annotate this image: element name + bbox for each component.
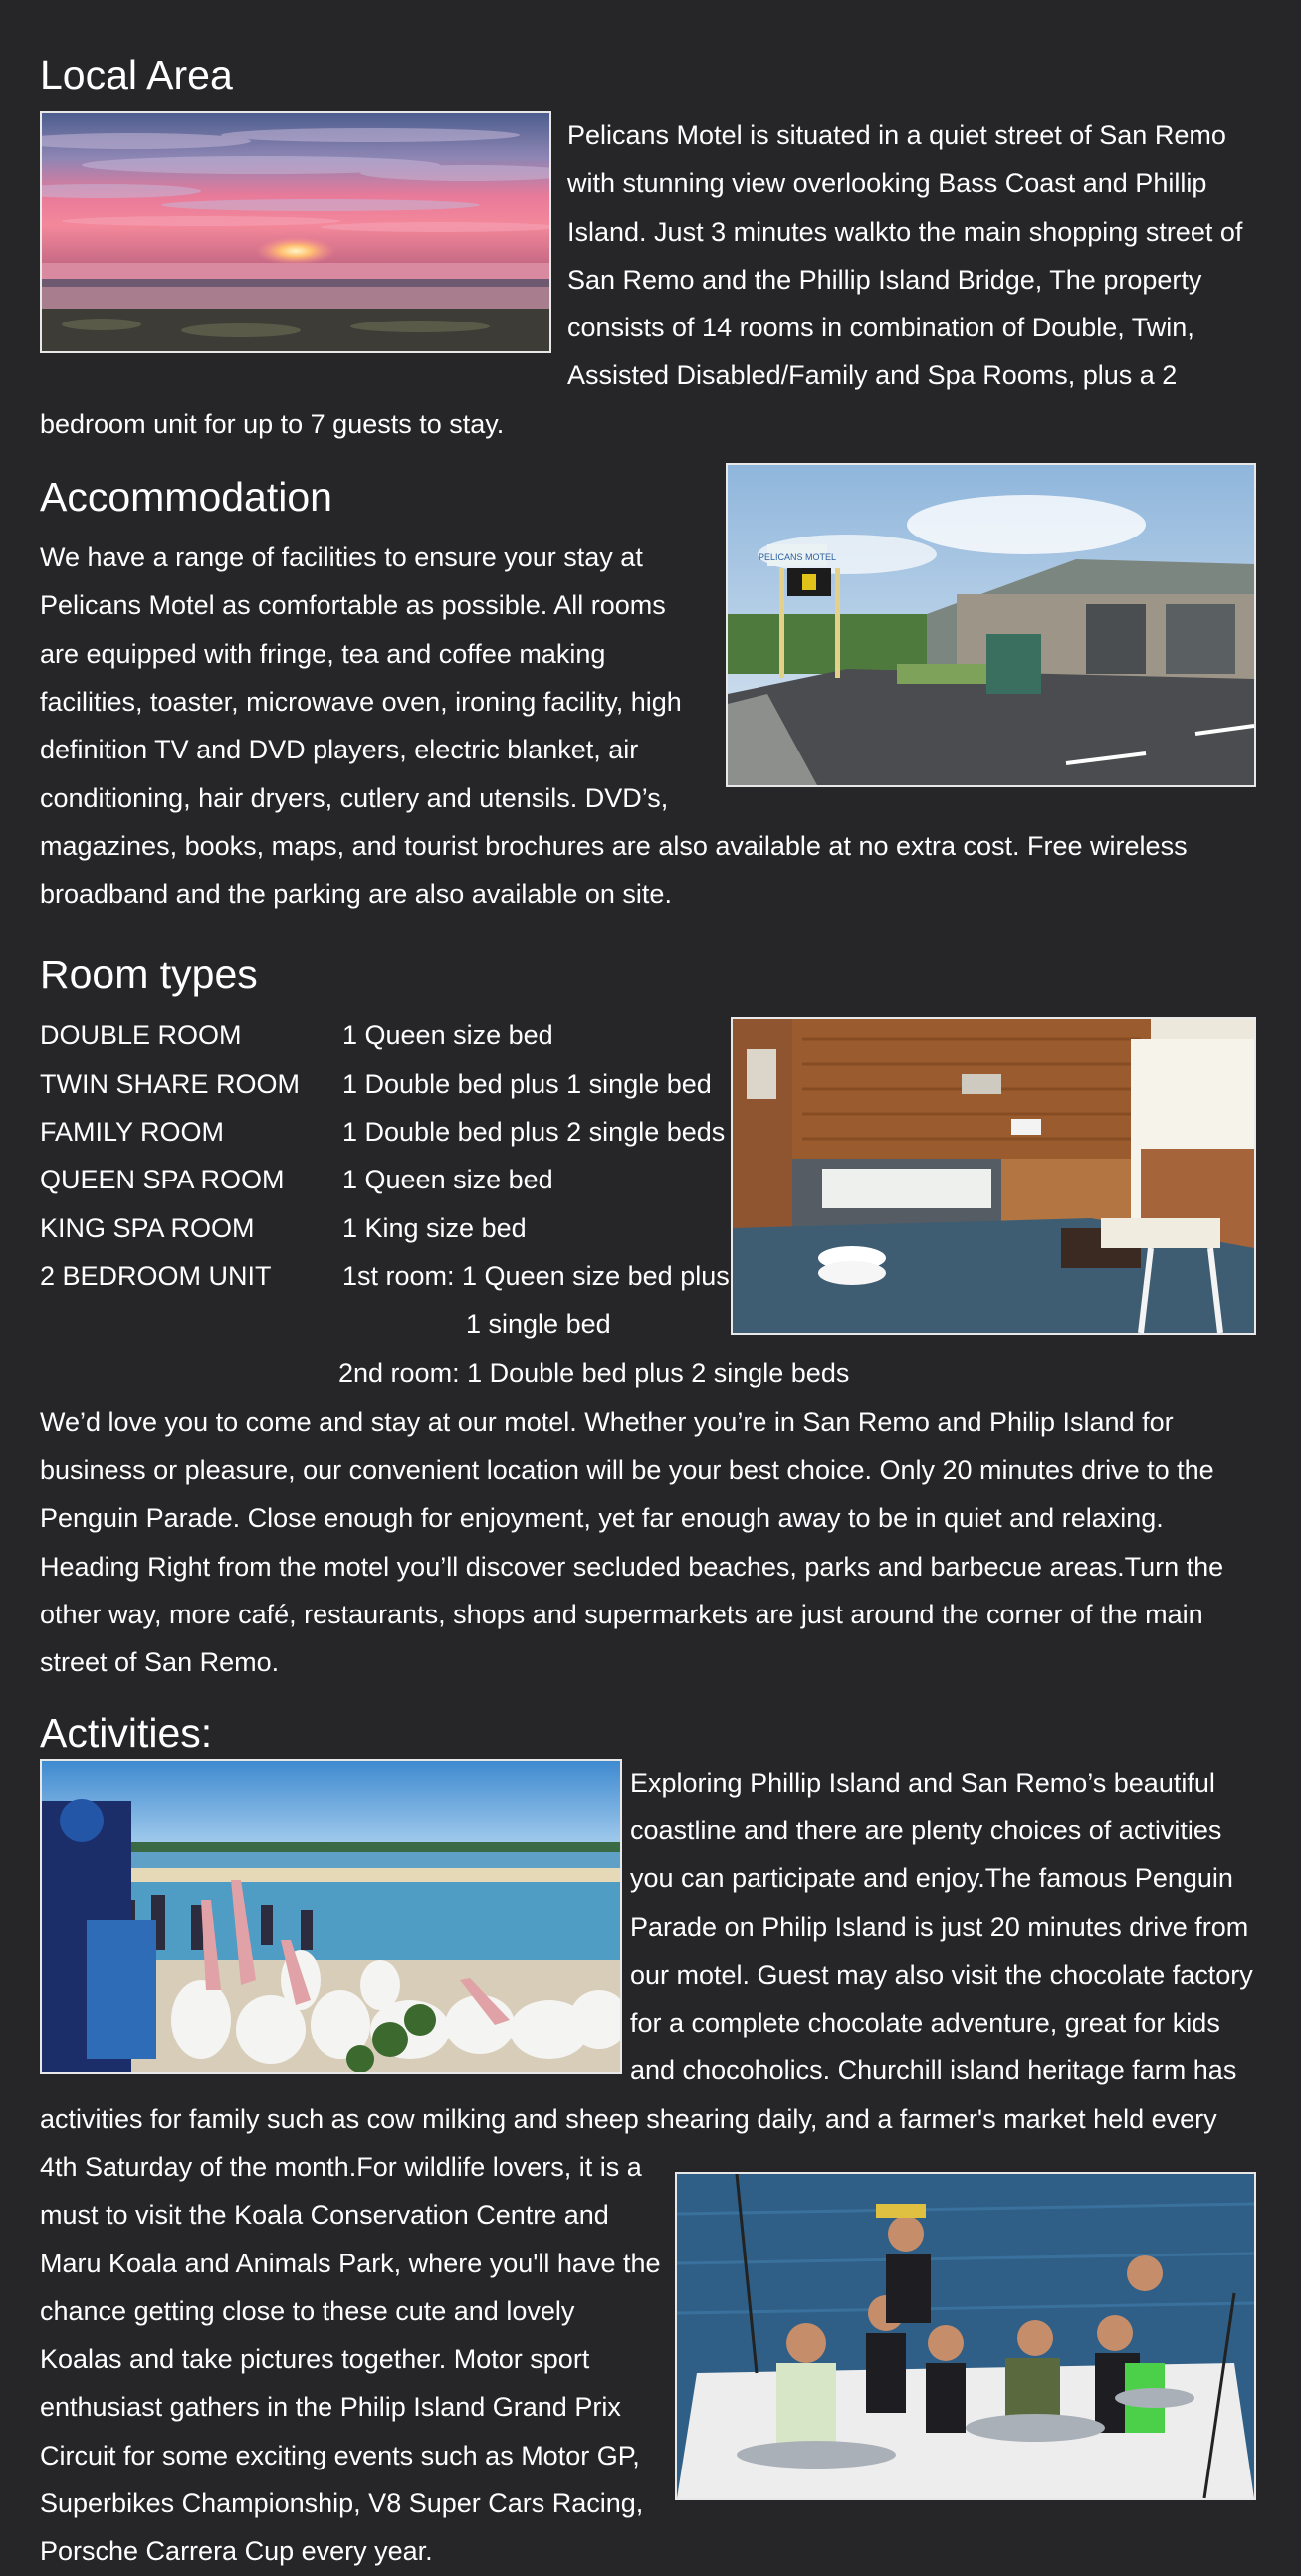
room-type-row — [40, 1204, 715, 1252]
room-type-name: 2 BEDROOM UNIT — [40, 1260, 272, 1291]
accommodation-section — [40, 460, 1256, 918]
room-type-name: DOUBLE ROOM — [40, 1020, 242, 1051]
room-type-name: KING SPA ROOM — [40, 1212, 255, 1243]
room-type-name: TWIN SHARE ROOM — [40, 1068, 300, 1099]
activities-heading: Activities: — [40, 1709, 213, 1756]
room-type-beds: 1 King size bed — [342, 1212, 527, 1243]
room-type-beds: 1 Queen size bed — [342, 1165, 553, 1195]
local-area-heading: Local Area — [40, 52, 233, 98]
room-type-beds: 1 Double bed plus 2 single beds — [342, 1117, 726, 1148]
accommodation-text: We have a range of facilities to ensure your stay at Pelicans Motel as comfortable as possible. All rooms are equipped with fringe, tea and coffee making facilities, toaster, microwave oven, ironing facility, high definition TV and DVD players, electric blanket, air conditioning, hair dryers, cutlery and utensils. DVD’s, magazines, books, maps, and tourist brochures are also available at no extra cost. Free wireless broadband and the parking are also available on site. — [40, 542, 1188, 910]
room-type-name: QUEEN SPA ROOM — [40, 1165, 285, 1195]
accommodation-heading: Accommodation — [40, 474, 332, 521]
room-type-row — [40, 1060, 715, 1108]
room-type-row — [40, 1108, 726, 1156]
svg-text:PELICANS MOTEL: PELICANS MOTEL — [758, 552, 837, 563]
spa-room-photo — [731, 1017, 1256, 1335]
unit-second-room: 2nd room: 1 Double bed plus 2 single beds — [338, 1357, 850, 1388]
room-type-name: FAMILY ROOM — [40, 1117, 225, 1148]
activities-text: Exploring Phillip Island and San Remo’s beautiful coastline and there are plenty choices of activities you can participate and enjoy.The famous Penguin Parade on Philip Island is just 20 minutes drive from our motel. Guest may also visit the chocolate factory for a complete chocolate adventure, great for kids and chocoholics. Churchill island heritage farm has activities for family such as cow milking and sheep shearing daily, and a farmer's market held every 4th Saturday of the month.For wildlife lovers, it is a must to visit the Koala Conservation Centre and Maru Koala and Animals Park, where you'll have the chance getting close to these cute and lovely Koalas and take pictures together. Motor sport enthusiast gathers in the Philip Island Grand Prix Circuit for some exciting events such as Motor GP, Superbikes Championship, V8 Super Cars Racing, Porsche Carrera Cup every year. — [40, 1759, 1256, 2576]
room-type-row — [40, 1156, 715, 1203]
room-type-row — [40, 1252, 730, 1300]
room-type-row — [40, 1011, 715, 1059]
room-types-heading: Room types — [40, 952, 258, 998]
fishing-trip-photo — [675, 2172, 1256, 2500]
page-content — [40, 38, 1256, 2576]
local-area-text: Pelicans Motel is situated in a quiet street of San Remo with stunning view overlooking Bass Coast and Phillip Island. Just 3 minutes walkto the main shopping street of San Remo and the Phillip Island Bridge, The property consists of 14 rooms in combination of Double, Twin, Assisted Disabled/Family and Spa Rooms, plus a 2 bedroom unit for up to 7 guests to stay. — [40, 120, 1243, 439]
room-type-beds: 1 Queen size bed — [342, 1020, 553, 1051]
sunset-photo — [40, 111, 551, 353]
local-area-section — [40, 38, 1256, 448]
motel-exterior-photo — [726, 463, 1256, 787]
unit-first-room-continued: 1 single bed — [466, 1309, 611, 1340]
room-type-beds: 1 Double bed plus 1 single bed — [342, 1068, 712, 1099]
room-type-beds: 1st room: 1 Queen size bed plus — [342, 1260, 730, 1291]
activities-section — [40, 1707, 1256, 2576]
pelicans-photo — [40, 1759, 622, 2074]
room-types-text: We’d love you to come and stay at our motel. Whether you’re in San Remo and Philip Island for business or pleasure, our convenient location will be your best choice. Only 20 minutes drive to the Penguin Parade. Close enough for enjoyment, yet far enough away to be in quiet and relaxing. Heading Right from the motel you’ll discover secluded beaches, parks and barbecue areas.Turn the other way, more café, restaurants, shops and supermarkets are just around the corner of the main street of San Remo. — [40, 1406, 1224, 1678]
room-types-section — [40, 938, 1256, 1686]
